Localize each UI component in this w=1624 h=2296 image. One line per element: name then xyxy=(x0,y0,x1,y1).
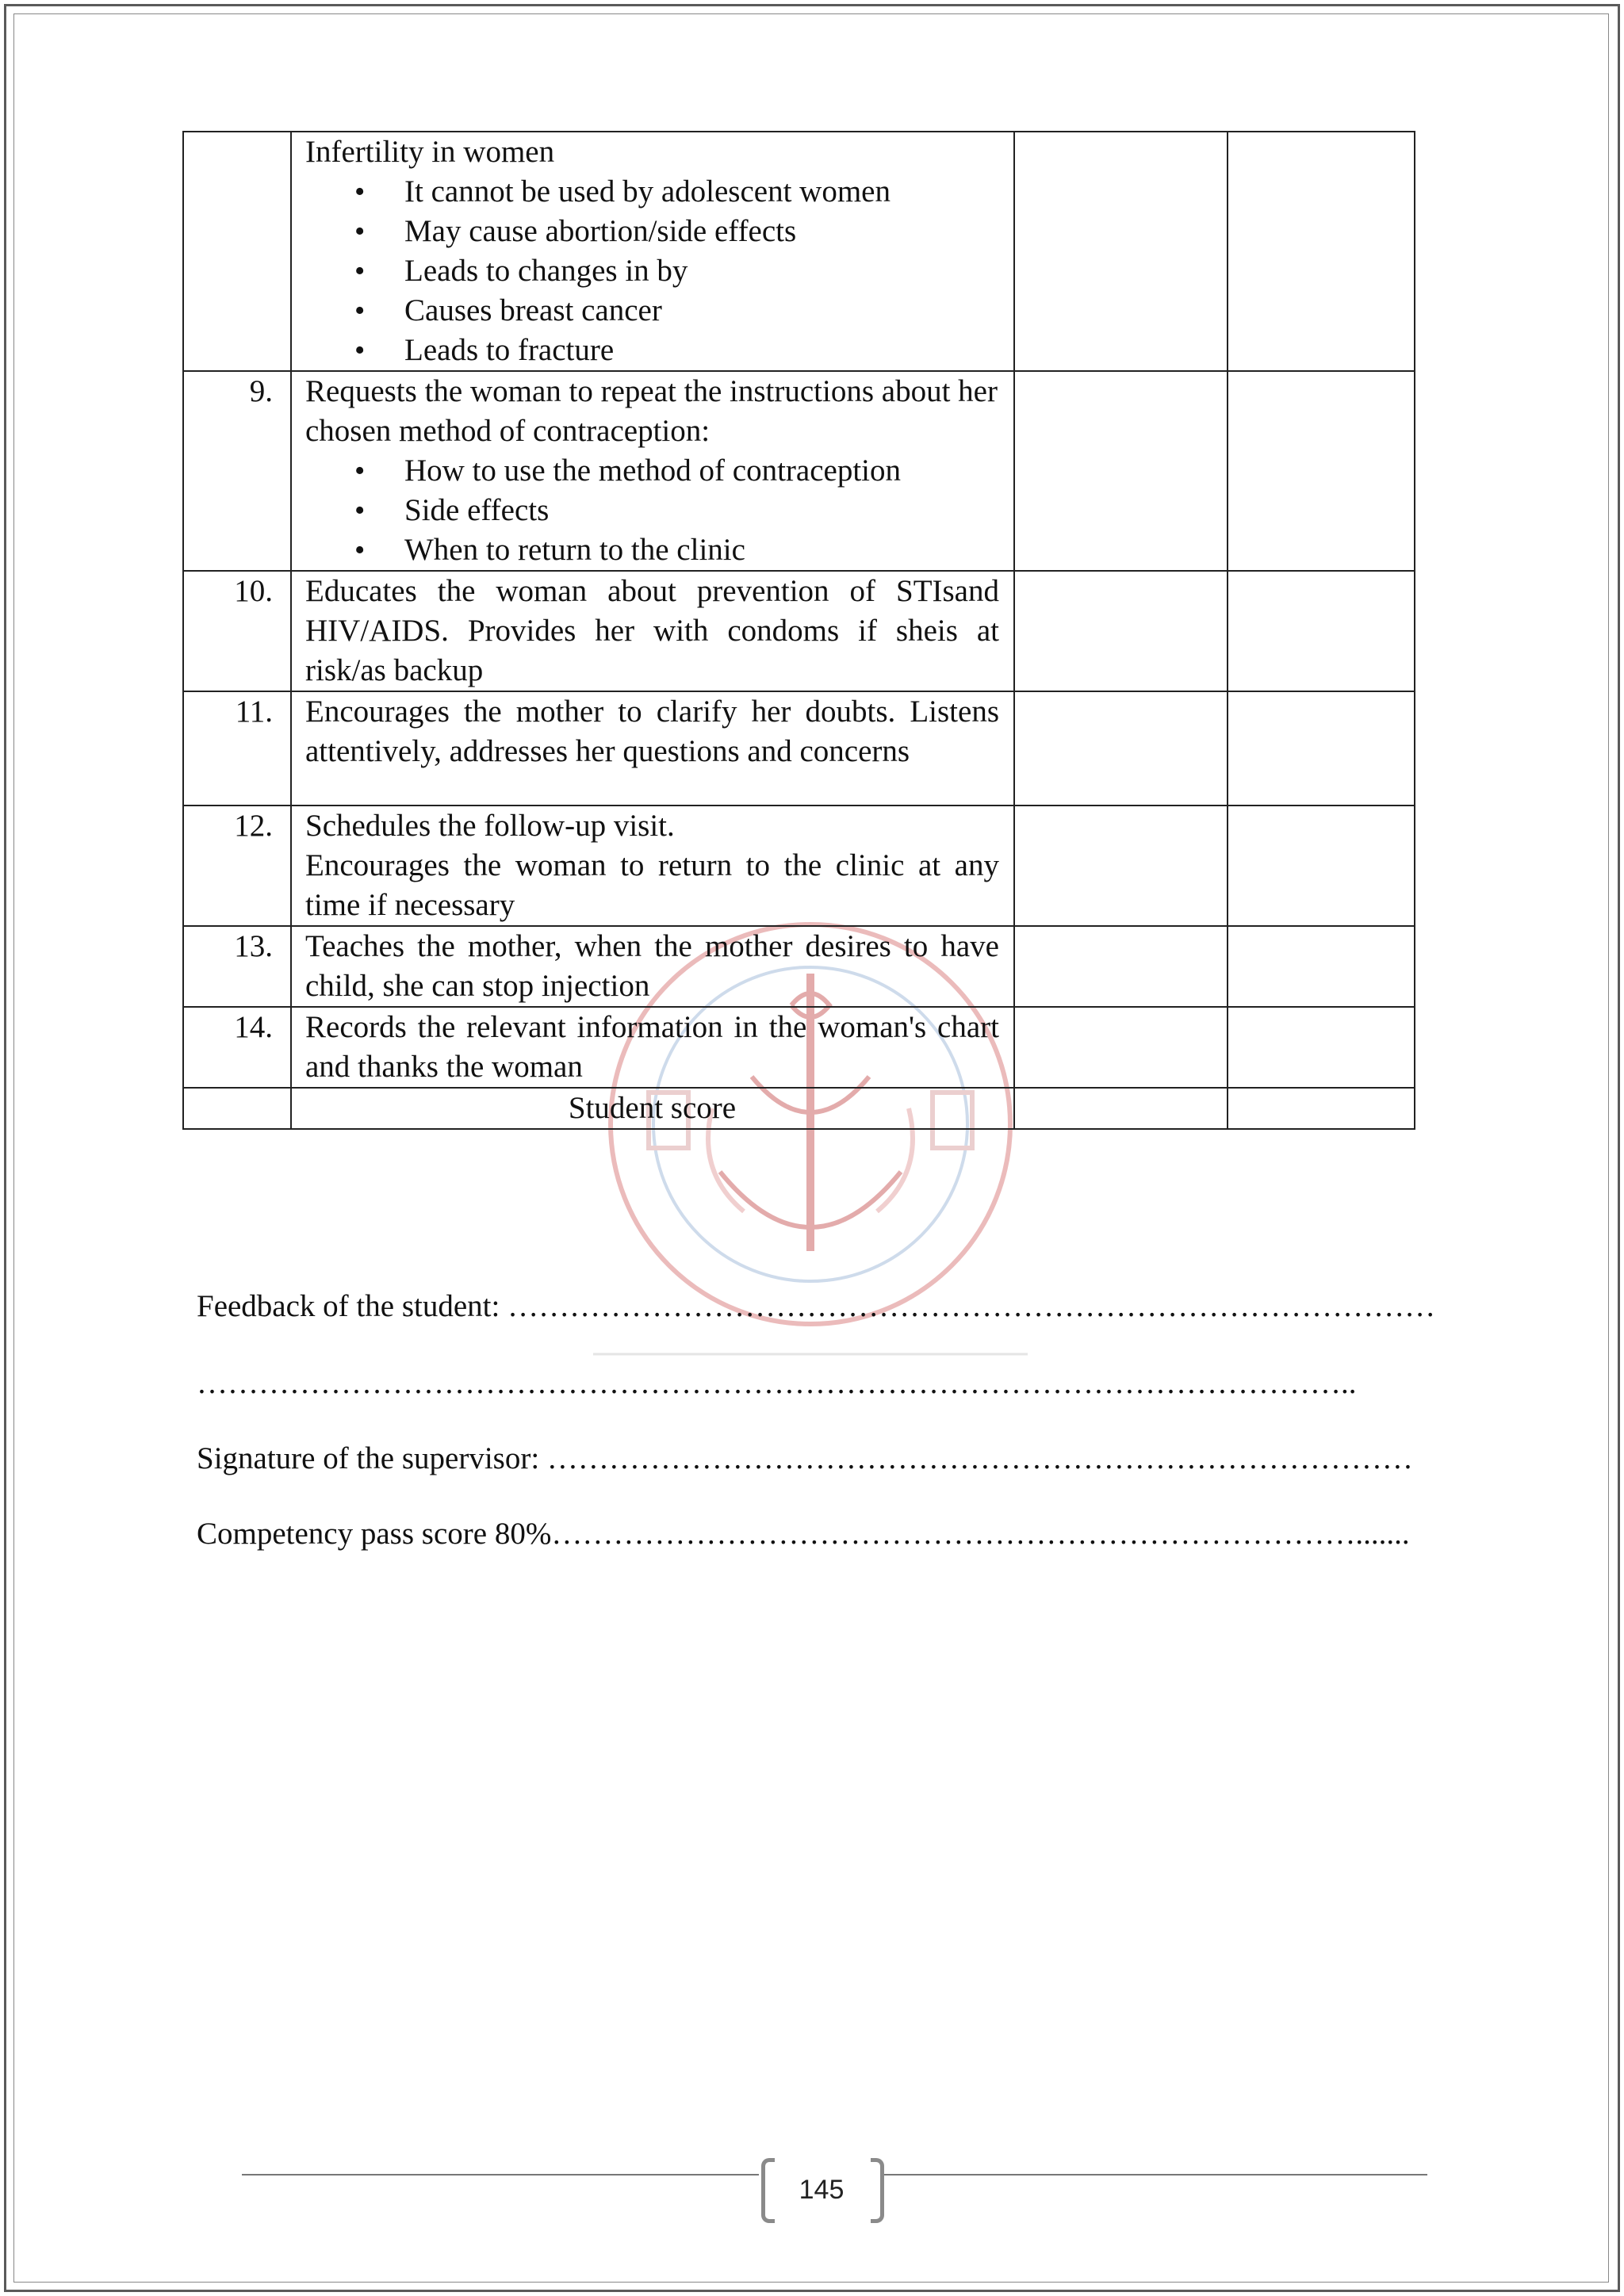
feedback-label: Feedback of the student: xyxy=(197,1289,500,1323)
remarks-cell xyxy=(1228,571,1415,691)
score-cell xyxy=(1014,806,1228,926)
page-number: 145 xyxy=(799,2175,845,2205)
row-description xyxy=(291,132,1014,371)
remarks-cell xyxy=(1228,926,1415,1007)
signature-line xyxy=(197,1441,1413,1476)
row-description xyxy=(291,371,1014,571)
remarks-cell xyxy=(1228,371,1415,571)
pass-score-dots: ……………………………………………………………………....... xyxy=(551,1517,1410,1551)
remarks-cell xyxy=(1228,1088,1415,1129)
feedback-dots: ……………………………………………………………………………… xyxy=(508,1289,1436,1323)
row-number xyxy=(183,1088,291,1129)
list-item: • Causes breast cancer xyxy=(305,291,999,331)
remarks-cell xyxy=(1228,1007,1415,1088)
score-cell xyxy=(1014,1088,1228,1129)
student-score-label: Student score xyxy=(291,1088,1014,1129)
row-lead-text: Schedules the follow-up visit. xyxy=(305,809,675,843)
score-cell xyxy=(1014,571,1228,691)
table-row xyxy=(183,926,1415,1007)
row-number: 10. xyxy=(183,571,291,691)
pass-score-line xyxy=(197,1516,1410,1552)
row-body-text: Encourages the woman to return to the clinic at any time if necessary xyxy=(305,848,999,922)
table-row xyxy=(183,132,1415,371)
list-item: • Leads to fracture xyxy=(305,331,999,370)
row-number: 9. xyxy=(183,371,291,571)
list-item: • May cause abortion/side effects xyxy=(305,212,999,251)
score-cell xyxy=(1014,691,1228,806)
list-item: • Leads to changes in by xyxy=(305,251,999,291)
row-number: 12. xyxy=(183,806,291,926)
signature-dots: ………………………………………………………………………… xyxy=(546,1441,1413,1475)
row-number: 11. xyxy=(183,691,291,806)
row-description: Teaches the mother, when the mother desires to have child, she can stop injection xyxy=(291,926,1014,1007)
bullet-list xyxy=(305,172,999,370)
remarks-cell xyxy=(1228,691,1415,806)
feedback-dots-2: ………………………………………………………………………………………………….. xyxy=(197,1366,1357,1400)
remarks-cell xyxy=(1228,806,1415,926)
remarks-cell xyxy=(1228,132,1415,371)
table-row xyxy=(183,371,1415,571)
row-description: Educates the woman about prevention of STIsand HIV/AIDS. Provides her with condoms if sheis at risk/as backup xyxy=(291,571,1014,691)
score-cell xyxy=(1014,926,1228,1007)
list-item: • How to use the method of contraception xyxy=(305,451,999,491)
score-cell xyxy=(1014,1007,1228,1088)
row-description: Records the relevant information in the woman's chart and thanks the woman xyxy=(291,1007,1014,1088)
feedback-line-2 xyxy=(197,1365,1357,1401)
table-row xyxy=(183,691,1415,806)
signature-label: Signature of the supervisor: xyxy=(197,1441,540,1475)
table-row xyxy=(183,1007,1415,1088)
row-number: 13. xyxy=(183,926,291,1007)
list-item: • When to return to the clinic xyxy=(305,530,999,570)
row-description: Encourages the mother to clarify her doubts. Listens attentively, addresses her questions and concerns xyxy=(291,691,1014,806)
row-description xyxy=(291,806,1014,926)
feedback-line xyxy=(197,1288,1435,1324)
score-cell xyxy=(1014,371,1228,571)
row-number: 14. xyxy=(183,1007,291,1088)
list-item: • Side effects xyxy=(305,491,999,530)
footer-rule-left xyxy=(242,2174,759,2175)
score-row xyxy=(183,1088,1415,1129)
bullet-list xyxy=(305,451,999,570)
row-lead-text: Requests the woman to repeat the instructions about her chosen method of contraception: xyxy=(305,374,998,448)
row-number xyxy=(183,132,291,371)
checklist-table xyxy=(182,131,1415,1130)
footer-rule-right xyxy=(883,2174,1427,2175)
list-item: • It cannot be used by adolescent women xyxy=(305,172,999,212)
pass-score-label: Competency pass score 80% xyxy=(197,1517,552,1551)
score-cell xyxy=(1014,132,1228,371)
table-row xyxy=(183,571,1415,691)
row-lead-text: Infertility in women xyxy=(305,135,555,169)
table-row xyxy=(183,806,1415,926)
